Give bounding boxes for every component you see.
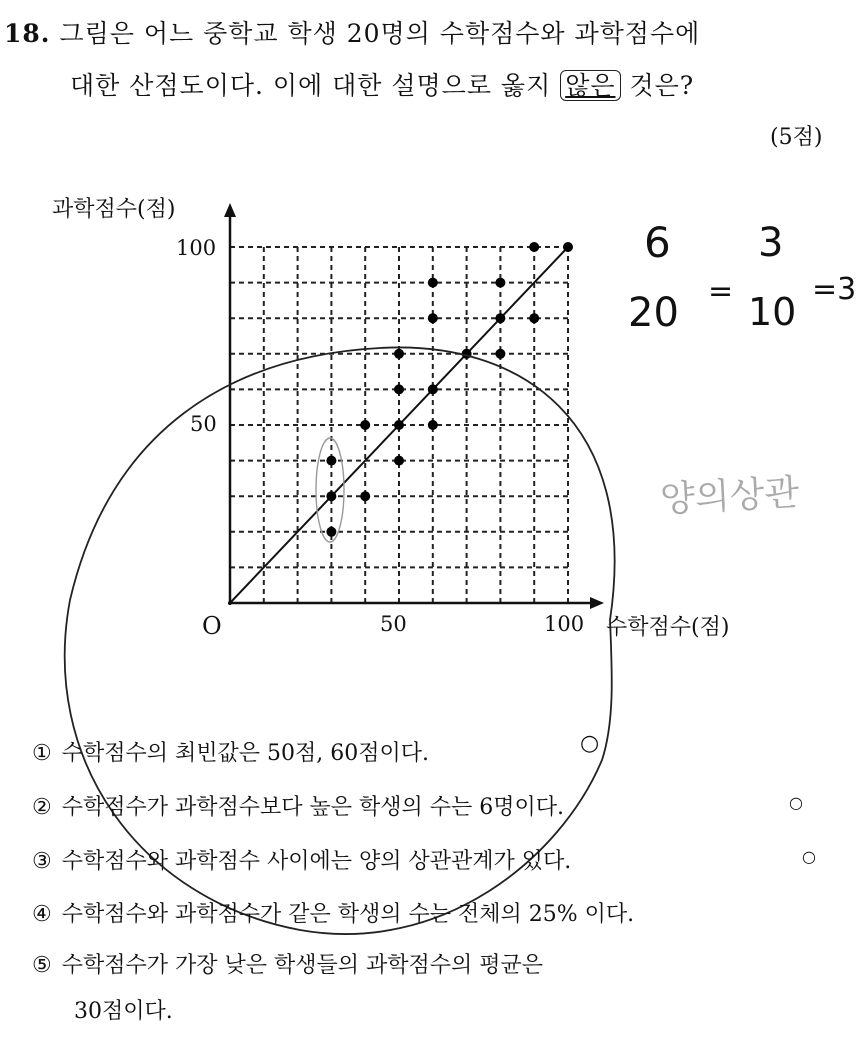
question-text-2b: 것은? — [629, 71, 695, 100]
handwritten-note: 양의상관 — [659, 472, 801, 521]
data-point — [563, 242, 573, 252]
handwritten-fraction-1-num: 6 — [644, 218, 671, 267]
choice-3-number: ③ — [32, 849, 52, 874]
hand-drawn-small-loop — [316, 438, 344, 542]
data-point — [326, 456, 336, 466]
y-axis-arrow — [224, 203, 236, 217]
choice-4[interactable] — [32, 897, 634, 928]
x-tick-100: 100 — [544, 612, 585, 636]
data-point — [394, 456, 404, 466]
question-text-1: 그림은 어느 중학교 학생 20명의 수학점수와 과학점수에 — [59, 19, 701, 48]
origin-label: O — [202, 612, 222, 640]
data-point — [428, 384, 438, 394]
x-axis-arrow — [590, 597, 604, 609]
handwritten-fraction-2-num: 3 — [758, 220, 784, 266]
choice-5-continued — [74, 994, 173, 1025]
data-point — [326, 491, 336, 501]
choice-3-text: 수학점수와 과학점수 사이에는 양의 상관관계가 있다. — [61, 849, 572, 874]
choice-1-number: ① — [32, 741, 52, 766]
handwritten-fraction-1-den: 20 — [628, 290, 679, 336]
data-point — [495, 278, 505, 288]
y-axis-title: 과학점수(점) — [52, 197, 176, 222]
data-point — [394, 384, 404, 394]
data-point — [394, 420, 404, 430]
data-point — [428, 278, 438, 288]
choice-4-number: ④ — [32, 902, 52, 927]
handwritten-fraction-2-den: 10 — [748, 290, 797, 334]
data-point — [529, 313, 539, 323]
data-point — [428, 420, 438, 430]
x-tick-50: 50 — [380, 612, 407, 636]
y-tick-50: 50 — [190, 412, 217, 436]
choice-2-text: 수학점수가 과학점수보다 높은 학생의 수는 6명이다. — [61, 795, 564, 820]
check-mark-1: ○ — [580, 731, 600, 756]
y-tick-100: 100 — [176, 236, 217, 260]
choice-5-text: 수학점수가 가장 낮은 학생들의 과학점수의 평균은 — [61, 953, 543, 978]
choice-5-text-2: 30점이다. — [74, 999, 173, 1024]
choice-1[interactable] — [32, 736, 429, 767]
choice-1-text: 수학점수의 최빈값은 50점, 60점이다. — [61, 741, 429, 766]
data-point — [394, 349, 404, 359]
choice-2[interactable] — [32, 790, 564, 821]
data-point — [529, 242, 539, 252]
choice-3[interactable] — [32, 844, 571, 875]
data-point — [495, 313, 505, 323]
question-points: (5점) — [770, 125, 823, 150]
question-text-2a: 대한 산점도이다. 이에 대한 설명으로 옳지 — [70, 71, 552, 100]
choice-4-text: 수학점수와 과학점수가 같은 학생의 수는 전체의 25% 이다. — [61, 902, 635, 927]
x-axis-title: 수학점수(점) — [606, 615, 730, 640]
choice-5[interactable] — [32, 948, 543, 979]
data-point — [360, 491, 370, 501]
data-point — [428, 313, 438, 323]
handwritten-trail: =3 — [812, 272, 856, 307]
handwritten-equals-1: = — [708, 274, 734, 309]
choice-5-number: ⑤ — [32, 953, 52, 978]
data-point — [326, 527, 336, 537]
check-mark-2: ○ — [789, 793, 803, 812]
data-point — [495, 349, 505, 359]
choice-2-number: ② — [32, 795, 52, 820]
data-point — [360, 420, 370, 430]
question-keyword-boxed: 않은 — [560, 70, 620, 101]
check-mark-3: ○ — [802, 847, 816, 866]
question-number: 18. — [4, 19, 51, 48]
